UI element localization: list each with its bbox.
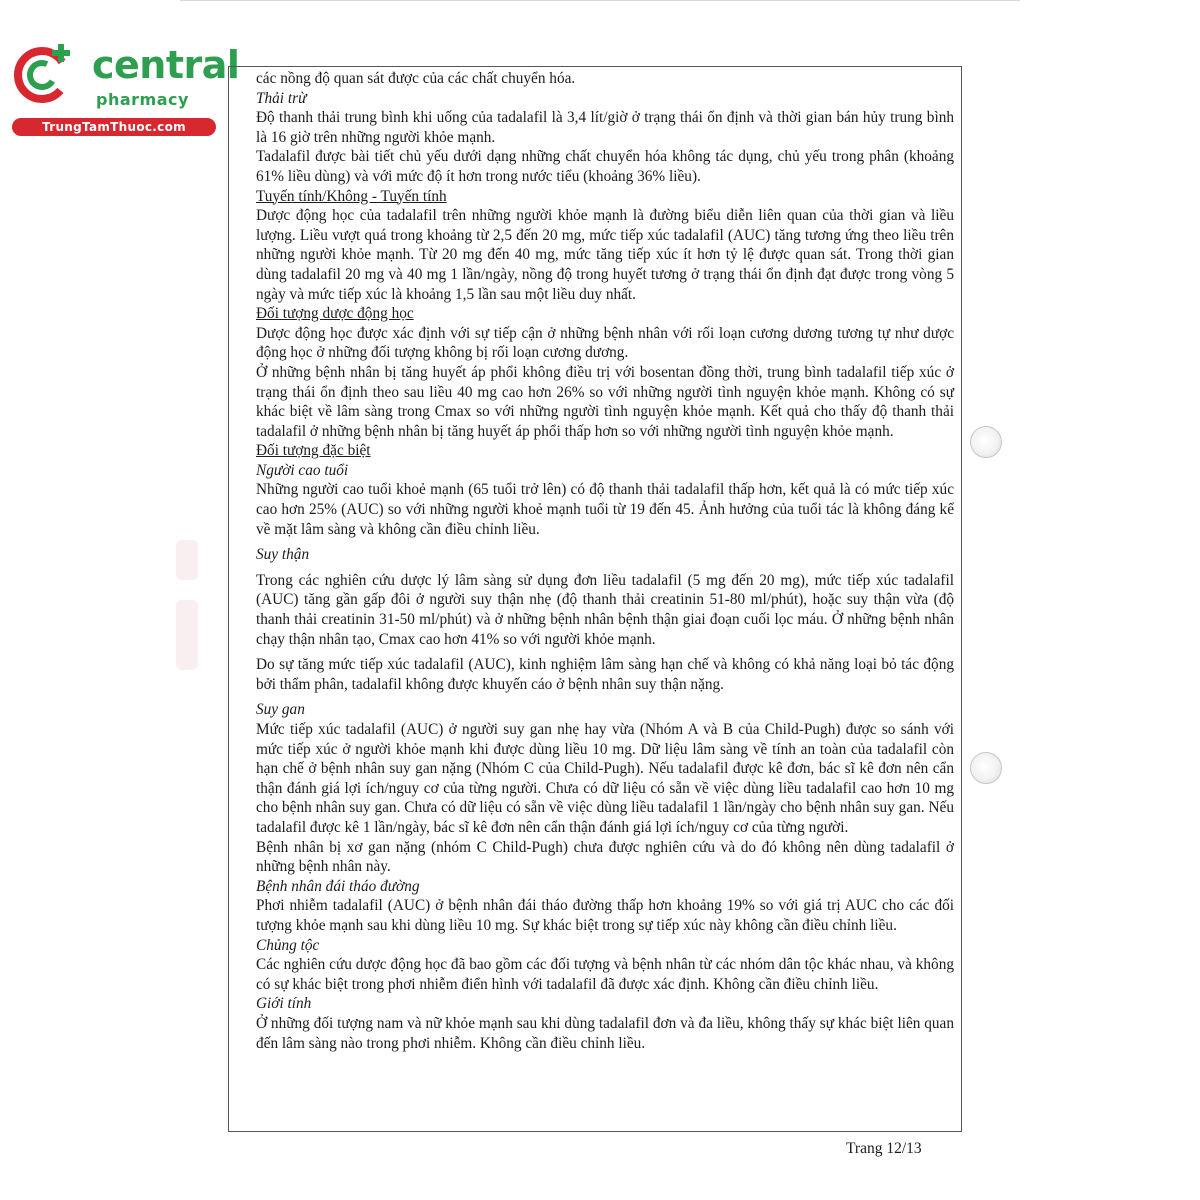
italic-subheading: Thải trừ <box>256 89 307 107</box>
body-paragraph: Trong các nghiên cứu dược lý lâm sàng sử dụng đơn liều tadalafil (5 mg đến 20 mg), mức tiếp xúc tadalafil (AUC) tăng gần gấp đôi ở người suy thận nhẹ (độ thanh thải creatinin 51-80 ml/phút), hoặc suy thận vừa (độ thanh thải creatinin 31-50 ml/phút) và ở những bệnh nhân bệnh thận giai đoạn cuối lọc máu. Ở những bệnh nhân chạy thận nhân tạo, Cmax cao hơn 41% so với người khỏe mạnh. <box>256 571 954 648</box>
page-number: Trang 12/13 <box>846 1140 922 1157</box>
body-paragraph: Dược động học của tadalafil trên những người khỏe mạnh là đường biểu diễn liên quan của thời gian và liều lượng. Liều vượt quá trong khoảng từ 2,5 đến 20 mg, mức tiếp xúc tadalafil (AUC) tăng tương ứng theo liều trên những người khỏe mạnh. Từ 20 mg đến 40 mg, mức tăng tiếp xúc ít hơn tỷ lệ được quan sát. Trong thời gian dùng tadalafil 20 mg và 40 mg 1 lần/ngày, nồng độ trong huyết tương ở trạng thái ổn định đạt được trong vòng 5 ngày và mức tiếp xúc là khoảng 1,5 lần sau một liều duy nhất. <box>256 207 954 303</box>
italic-subheading: Bệnh nhân đái tháo đường <box>256 877 420 895</box>
punch-hole <box>970 752 1002 784</box>
section-heading: Tuyến tính/Không - Tuyến tính <box>256 187 447 205</box>
section-heading: Đối tượng dược động học <box>256 305 414 323</box>
italic-subheading: Suy thận <box>256 546 310 564</box>
body-paragraph: Những người cao tuổi khoẻ mạnh (65 tuổi trở lên) có độ thanh thải tadalafil thấp hơn, kết quả là có mức tiếp xúc cao hơn 25% (AUC) so với những người khoẻ mạnh tuổi từ 19 đến 45. Ảnh hưởng của tuổi tác là không đáng kể về mặt lâm sàng và không cần điều chỉnh liều. <box>256 481 954 538</box>
italic-subheading: Chủng tộc <box>256 936 320 954</box>
body-paragraph: Dược động học được xác định với sự tiếp cận ở những bệnh nhân với rối loạn cương dương tương tự như dược động học ở những đối tượng không bị rối loạn cương dương. <box>256 324 954 362</box>
body-paragraph: Bệnh nhân bị xơ gan nặng (nhóm C Child-Pugh) chưa được nghiên cứu và do đó không nên dùng tadalafil ở những bệnh nhân này. <box>256 838 954 876</box>
body-paragraph: Ở những đối tượng nam và nữ khỏe mạnh sau khi dùng tadalafil đơn và đa liều, không thấy sự khác biệt liên quan đến lâm sàng nào trong phơi nhiễm. Không cần điều chỉnh liều. <box>256 1014 954 1052</box>
scan-smudge <box>176 600 198 670</box>
document-body <box>256 69 954 1053</box>
body-paragraph: Mức tiếp xúc tadalafil (AUC) ở người suy gan nhẹ hay vừa (Nhóm A và B của Child-Pugh) được so sánh với mức tiếp xúc ở người khỏe mạnh khi được dùng liều 10 mg. Dữ liệu lâm sàng về tính an toàn của tadalafil còn hạn chế ở bệnh nhân suy gan nặng (Nhóm C của Child-Pugh). Nếu tadalafil được kê đơn, bác sĩ kê đơn nên cẩn thận đánh giá lợi ích/nguy cơ của từng người. Chưa có dữ liệu có sẵn về việc dùng liều tadalafil cao hơn 10 mg cho bệnh nhân suy gan. Chưa có dữ liệu có sẵn về việc dùng liều tadalafil 1 lần/ngày cho bệnh nhân suy gan. Nếu tadalafil được kê 1 lần/ngày, bác sĩ kê đơn nên cẩn thận đánh giá lợi ích/nguy cơ của từng người. <box>256 721 954 836</box>
central-pharmacy-logo-icon <box>12 40 78 106</box>
italic-subheading: Giới tính <box>256 995 312 1013</box>
body-paragraph: Phơi nhiễm tadalafil (AUC) ở bệnh nhân đái tháo đường thấp hơn khoảng 19% so với giá trị AUC cho các đối tượng khỏe mạnh sau khi dùng liều 10 mg. Sự khác biệt trong sự tiếp xúc này không cần điều chỉnh liều. <box>256 897 954 934</box>
body-paragraph: các nồng độ quan sát được của các chất chuyển hóa. <box>256 70 576 87</box>
scan-top-edge <box>180 0 1020 1</box>
logo-brand-name: central <box>92 43 240 87</box>
logo-site-url[interactable]: TrungTamThuoc.com <box>12 118 216 136</box>
logo-brand-sub: pharmacy <box>96 90 189 109</box>
body-paragraph: Tadalafil được bài tiết chủ yếu dưới dạng những chất chuyển hóa không tác dụng, chủ yếu trong phân (khoảng 61% liều dùng) và với mức độ ít hơn trong nước tiểu (khoảng 36% liều). <box>256 148 954 185</box>
scan-smudge <box>176 540 198 580</box>
italic-subheading: Suy gan <box>256 701 305 719</box>
brand-logo[interactable] <box>8 38 240 138</box>
body-paragraph: Độ thanh thải trung bình khi uống của tadalafil là 3,4 lít/giờ ở trạng thái ổn định và thời gian bán hủy trung bình là 16 giờ trên những người khỏe mạnh. <box>256 109 954 146</box>
body-paragraph: Do sự tăng mức tiếp xúc tadalafil (AUC), kinh nghiệm lâm sàng hạn chế và không có khả năng loại bỏ tác động bởi thẩm phân, tadalafil không được khuyến cáo ở bệnh nhân suy thận nặng. <box>256 656 954 693</box>
body-paragraph: Ở những bệnh nhân bị tăng huyết áp phổi không điều trị với bosentan đồng thời, trung bình tadalafil tiếp xúc ở trạng thái ổn định theo sau liều 40 mg cao hơn 26% so với những người tình nguyện khỏe mạnh. Không có sự khác biệt về lâm sàng trong Cmax so với những người tình nguyện khỏe mạnh. Kết quả cho thấy độ thanh thải tadalafil ở những bệnh nhân bị tăng huyết áp phổi thấp hơn so với những người tình nguyện khỏe mạnh. <box>256 363 954 440</box>
body-paragraph: Các nghiên cứu dược động học đã bao gồm các đối tượng và bệnh nhân từ các nhóm dân tộc khác nhau, và không có sự khác biệt trong phơi nhiễm điển hình với tadalafil đã được xác định. Không cần điều chỉnh liều. <box>256 956 954 993</box>
italic-subheading: Người cao tuổi <box>256 461 349 479</box>
section-heading: Đối tượng đặc biệt <box>256 442 371 460</box>
punch-hole <box>970 426 1002 458</box>
